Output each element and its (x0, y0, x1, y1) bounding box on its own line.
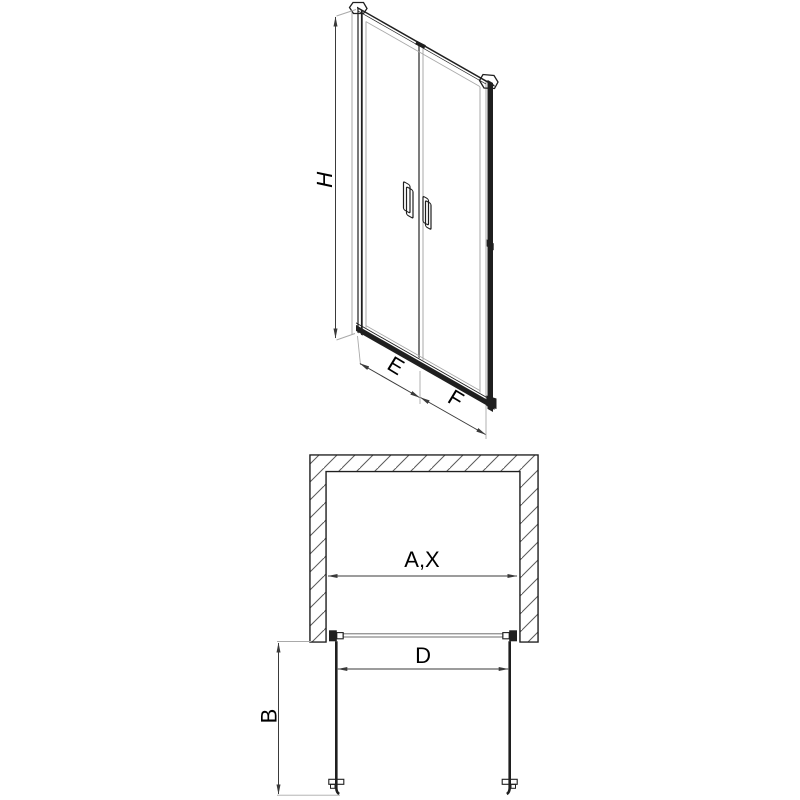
left-pivot (329, 630, 343, 641)
center-top-joint (416, 43, 425, 48)
dimension-projection (257, 642, 341, 796)
dimension-open-span (338, 643, 508, 669)
plan-view (257, 455, 539, 795)
right-door-handle (423, 196, 431, 230)
dim-label-h: H (312, 168, 337, 190)
left-door-handle (404, 181, 414, 218)
dim-label-ax: A,X (404, 547, 440, 572)
left-door-panel (366, 14, 419, 358)
dim-label-d: D (415, 643, 431, 668)
open-door-left (336, 641, 339, 794)
dim-label-b: B (256, 708, 282, 724)
right-wall-profile (486, 79, 494, 412)
dimension-opening-width (328, 547, 517, 576)
dim-label-e: E (383, 351, 409, 381)
dimension-height (312, 10, 356, 341)
right-pivot (503, 630, 517, 641)
top-rail (357, 7, 495, 94)
dim-label-f: F (443, 384, 469, 413)
elevation-view (312, 3, 498, 440)
door-assembly (352, 3, 495, 416)
left-wall-profile (352, 5, 362, 341)
dimension-door-widths (358, 336, 487, 439)
closed-doors (343, 634, 503, 637)
threshold (356, 320, 495, 413)
open-door-right (507, 641, 510, 794)
